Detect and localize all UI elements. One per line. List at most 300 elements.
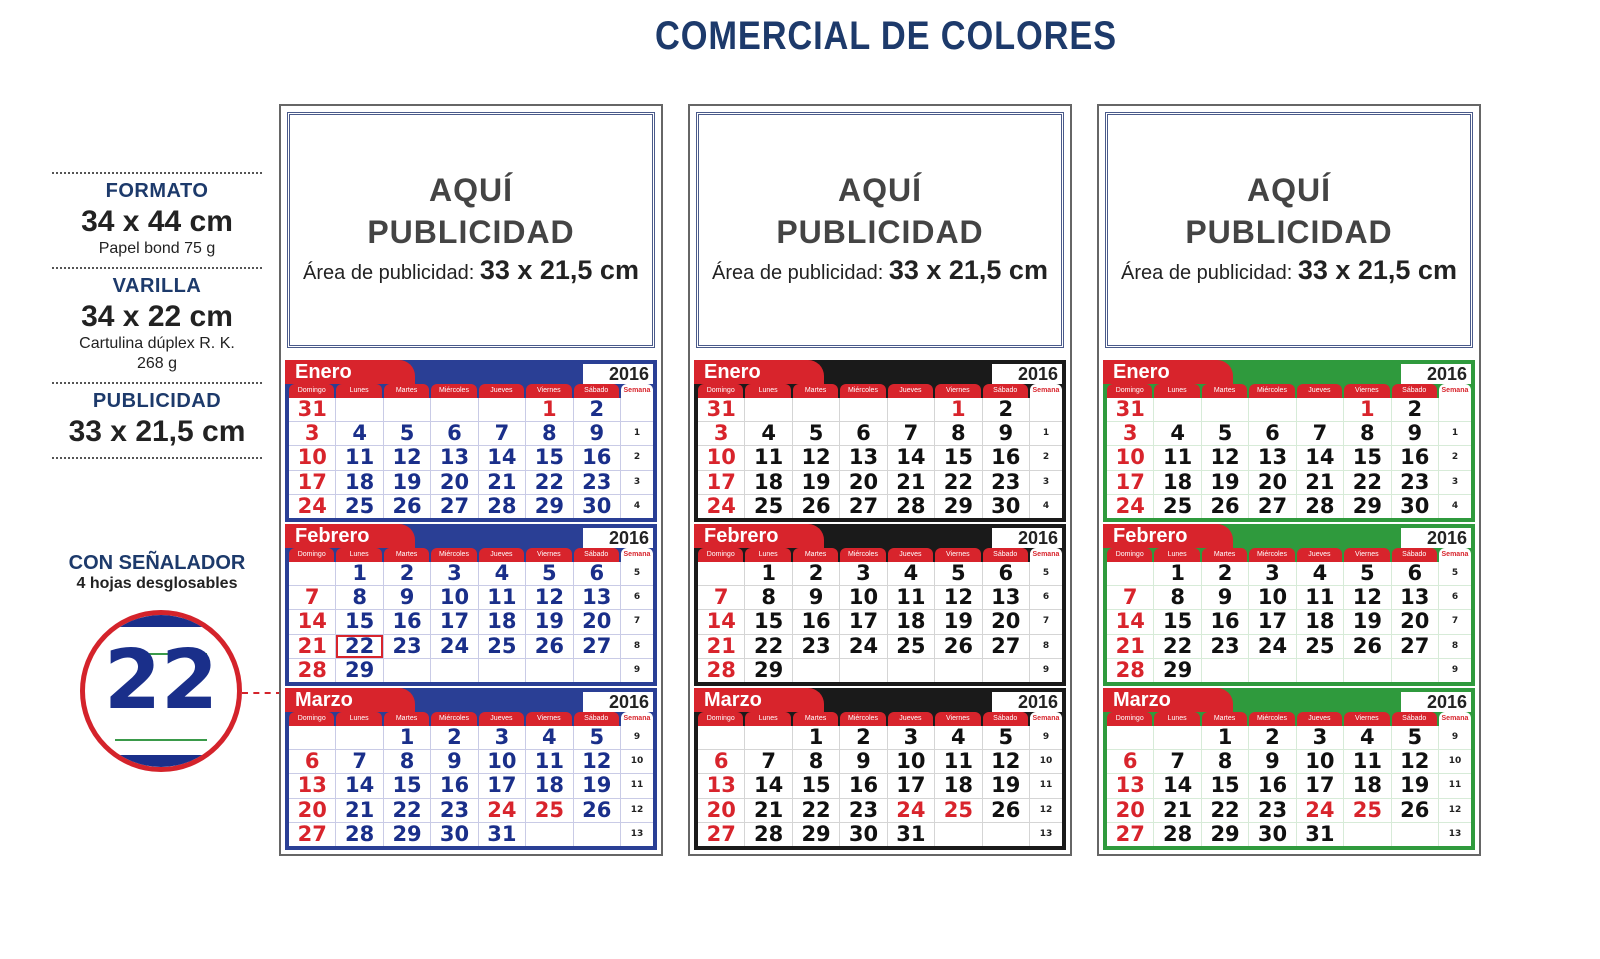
- weekday-label: Sábado: [574, 548, 619, 562]
- day-cell: 10: [1297, 750, 1343, 773]
- weekday-label: Viernes: [526, 384, 571, 398]
- day-cell: 16: [983, 446, 1029, 469]
- day-cell: 15: [1344, 446, 1390, 469]
- day-cell: 30: [983, 495, 1029, 518]
- day-cell: 13: [574, 586, 620, 609]
- day-cell: 22: [384, 799, 430, 822]
- day-cell: 3: [1107, 422, 1153, 445]
- day-cell: 26: [793, 495, 839, 518]
- month-name: Marzo: [285, 688, 415, 712]
- day-cell: 23: [384, 635, 430, 658]
- day-cell: 17: [1107, 471, 1153, 494]
- day-cell: 18: [888, 610, 934, 633]
- week-number: 7: [1030, 610, 1062, 633]
- day-cell: 17: [431, 610, 477, 633]
- day-cell: 24: [698, 495, 744, 518]
- day-cell: 3: [888, 726, 934, 749]
- day-cell: [574, 823, 620, 846]
- day-cell: 12: [1392, 750, 1438, 773]
- day-cell: 28: [1297, 495, 1343, 518]
- day-cell: 12: [1202, 446, 1248, 469]
- day-cell: 10: [698, 446, 744, 469]
- day-cell: 7: [289, 586, 335, 609]
- day-cell: 2: [574, 398, 620, 421]
- day-cell: 8: [935, 422, 981, 445]
- day-cell: 30: [1392, 495, 1438, 518]
- day-cell: 14: [698, 610, 744, 633]
- weekday-label: Domingo: [289, 712, 334, 726]
- day-cell: 28: [1107, 659, 1153, 682]
- week-number: 5: [1439, 562, 1471, 585]
- week-number: 12: [621, 799, 653, 822]
- day-cell: 3: [431, 562, 477, 585]
- calendar-black: [688, 104, 1072, 856]
- weekday-label: Sábado: [1392, 548, 1437, 562]
- day-cell: 16: [431, 774, 477, 797]
- month-header: [285, 524, 657, 548]
- day-cell: 21: [888, 471, 934, 494]
- day-cell: 10: [431, 586, 477, 609]
- weekday-label: Miércoles: [840, 384, 885, 398]
- weekday-label: Jueves: [479, 712, 524, 726]
- day-cell: 5: [793, 422, 839, 445]
- week-number: 1: [1030, 422, 1062, 445]
- day-cell: [289, 726, 335, 749]
- weekday-label: Jueves: [888, 712, 933, 726]
- day-cell: 16: [1202, 610, 1248, 633]
- day-cell: 30: [840, 823, 886, 846]
- weekday-label: Domingo: [698, 384, 743, 398]
- weekday-label: Viernes: [1344, 548, 1389, 562]
- day-cell: [1249, 659, 1295, 682]
- day-cell: 20: [1107, 799, 1153, 822]
- day-cell: 26: [574, 799, 620, 822]
- day-cell: [983, 659, 1029, 682]
- day-cell: [384, 659, 430, 682]
- weekday-label: Viernes: [935, 384, 980, 398]
- ad-area-size: [290, 255, 652, 286]
- day-cell: 6: [698, 750, 744, 773]
- day-cell: 21: [1297, 471, 1343, 494]
- weekday-label: Miércoles: [1249, 384, 1294, 398]
- spec-label: FORMATO: [105, 180, 209, 202]
- weekday-label: Jueves: [1297, 384, 1342, 398]
- day-cell: 19: [983, 774, 1029, 797]
- day-cell: 3: [289, 422, 335, 445]
- month-febrero: [285, 524, 657, 686]
- day-cell: 10: [479, 750, 525, 773]
- month-year: 2016: [583, 692, 653, 712]
- day-cell: [479, 659, 525, 682]
- month-name: Febrero: [694, 524, 824, 548]
- weekday-label: Lunes: [1154, 548, 1199, 562]
- week-number: 9: [1030, 659, 1062, 682]
- ad-area-label: Área de publicidad:: [1121, 262, 1298, 284]
- month-header: [694, 688, 1066, 712]
- month-header: [285, 360, 657, 384]
- month-enero: [285, 360, 657, 522]
- day-cell: [1297, 398, 1343, 421]
- day-cell: [526, 823, 572, 846]
- ad-text: AQUÍ: [1247, 172, 1331, 208]
- day-cell: 10: [888, 750, 934, 773]
- week-number: 11: [621, 774, 653, 797]
- day-cell: 13: [1107, 774, 1153, 797]
- month-name: Enero: [694, 360, 824, 384]
- day-cell: 15: [793, 774, 839, 797]
- week-number: 12: [1439, 799, 1471, 822]
- day-cell: 14: [1297, 446, 1343, 469]
- day-cell: 17: [479, 774, 525, 797]
- day-cell: 11: [888, 586, 934, 609]
- weekday-label: Lunes: [1154, 712, 1199, 726]
- day-cell: 6: [1249, 422, 1295, 445]
- weekday-label: Martes: [793, 384, 838, 398]
- week-number: 3: [1030, 471, 1062, 494]
- day-cell: 11: [1154, 446, 1200, 469]
- day-cell: 8: [793, 750, 839, 773]
- week-number: 2: [1030, 446, 1062, 469]
- week-number: 12: [1030, 799, 1062, 822]
- day-cell: 22: [793, 799, 839, 822]
- day-cell: [1297, 659, 1343, 682]
- month-header: [1103, 360, 1475, 384]
- day-cell: [745, 398, 791, 421]
- month-year: 2016: [583, 364, 653, 384]
- day-cell: 11: [526, 750, 572, 773]
- month-year: 2016: [992, 364, 1062, 384]
- day-cell: 2: [983, 398, 1029, 421]
- day-cell: 30: [431, 823, 477, 846]
- weekday-label: Jueves: [479, 548, 524, 562]
- day-cell: 31: [1107, 398, 1153, 421]
- week-number: 1: [1439, 422, 1471, 445]
- day-cell: 4: [1297, 562, 1343, 585]
- day-cell: [888, 659, 934, 682]
- day-cell: 13: [431, 446, 477, 469]
- spec-formato: [52, 174, 262, 267]
- weekday-label: Viernes: [1344, 384, 1389, 398]
- day-cell: [935, 823, 981, 846]
- day-cell: 23: [431, 799, 477, 822]
- day-grid: [698, 726, 1062, 846]
- day-cell: 22: [745, 635, 791, 658]
- marker-subtitle: 4 hojas desglosables: [76, 575, 238, 592]
- week-number: 11: [1030, 774, 1062, 797]
- weekday-label: Sábado: [1392, 384, 1437, 398]
- day-grid: [289, 726, 653, 846]
- day-cell: [336, 398, 382, 421]
- day-cell: 2: [431, 726, 477, 749]
- day-cell: 17: [289, 471, 335, 494]
- weekday-label: Viernes: [526, 712, 571, 726]
- day-cell: 1: [1154, 562, 1200, 585]
- day-cell: 22: [935, 471, 981, 494]
- day-cell: 11: [1297, 586, 1343, 609]
- week-number: 7: [1439, 610, 1471, 633]
- day-cell: 15: [336, 610, 382, 633]
- weekday-label: Sábado: [1392, 712, 1437, 726]
- day-cell: 12: [983, 750, 1029, 773]
- day-cell: 6: [574, 562, 620, 585]
- weekday-label: Sábado: [574, 384, 619, 398]
- week-number: 13: [1439, 823, 1471, 846]
- day-cell: 28: [745, 823, 791, 846]
- day-cell: 13: [698, 774, 744, 797]
- day-cell: 7: [336, 750, 382, 773]
- day-cell: 13: [983, 586, 1029, 609]
- month-name: Febrero: [1103, 524, 1233, 548]
- day-cell: [1392, 659, 1438, 682]
- zoom-number: 22: [103, 633, 219, 728]
- day-grid: [1107, 398, 1471, 518]
- day-cell: 22: [526, 471, 572, 494]
- day-cell: 17: [1297, 774, 1343, 797]
- zoom-bar: [85, 610, 237, 627]
- ad-text: AQUÍ: [429, 172, 513, 208]
- day-cell: 5: [574, 726, 620, 749]
- weekday-label: Semana: [621, 712, 653, 726]
- weekday-headers: [1103, 548, 1475, 562]
- day-cell: 10: [1107, 446, 1153, 469]
- week-number: 8: [621, 635, 653, 658]
- day-cell: 23: [983, 471, 1029, 494]
- month-year: 2016: [1401, 692, 1471, 712]
- day-cell: 1: [745, 562, 791, 585]
- day-cell: 24: [289, 495, 335, 518]
- month-header: [285, 688, 657, 712]
- weekday-headers: [285, 712, 657, 726]
- day-cell: [745, 726, 791, 749]
- day-cell: 1: [935, 398, 981, 421]
- month-header: [1103, 688, 1475, 712]
- month-marzo: [1103, 688, 1475, 850]
- day-cell: [935, 659, 981, 682]
- day-cell: 11: [1344, 750, 1390, 773]
- spec-value: 34 x 22 cm: [81, 300, 233, 333]
- day-cell: 4: [1344, 726, 1390, 749]
- day-cell: 4: [935, 726, 981, 749]
- day-grid: [1107, 726, 1471, 846]
- spec-column: [52, 172, 262, 459]
- day-cell: 20: [840, 471, 886, 494]
- day-cell: 3: [1297, 726, 1343, 749]
- weekday-label: Semana: [621, 384, 653, 398]
- weekday-label: Jueves: [479, 384, 524, 398]
- day-cell: 12: [384, 446, 430, 469]
- marker-info: [52, 552, 262, 593]
- day-cell: 3: [1249, 562, 1295, 585]
- week-number: 4: [621, 495, 653, 518]
- day-cell: 21: [1154, 799, 1200, 822]
- day-cell: 18: [526, 774, 572, 797]
- advertising-area: [287, 112, 655, 348]
- day-cell: 4: [479, 562, 525, 585]
- day-cell: 30: [574, 495, 620, 518]
- weekday-label: Miércoles: [1249, 548, 1294, 562]
- day-cell: 23: [1392, 471, 1438, 494]
- day-cell: 23: [793, 635, 839, 658]
- day-cell: 2: [384, 562, 430, 585]
- weekday-label: Semana: [1030, 548, 1062, 562]
- month-febrero: [694, 524, 1066, 686]
- day-cell: 5: [935, 562, 981, 585]
- ad-area-label: Área de publicidad:: [303, 262, 480, 284]
- weekday-label: Domingo: [1107, 384, 1152, 398]
- day-cell: 24: [1297, 799, 1343, 822]
- day-cell: [479, 398, 525, 421]
- day-cell: 9: [1249, 750, 1295, 773]
- week-number: 2: [621, 446, 653, 469]
- month-febrero: [1103, 524, 1475, 686]
- day-cell: 25: [479, 635, 525, 658]
- day-cell: 26: [1392, 799, 1438, 822]
- weekday-headers: [694, 712, 1066, 726]
- day-cell: 10: [289, 446, 335, 469]
- day-cell: 3: [840, 562, 886, 585]
- day-cell: 27: [289, 823, 335, 846]
- day-cell: 6: [983, 562, 1029, 585]
- weekday-label: Jueves: [888, 548, 933, 562]
- day-cell: 25: [526, 799, 572, 822]
- day-cell: 28: [698, 659, 744, 682]
- day-cell: 9: [793, 586, 839, 609]
- weekday-label: Miércoles: [840, 712, 885, 726]
- day-cell: [698, 726, 744, 749]
- day-cell: 31: [479, 823, 525, 846]
- week-number: 9: [621, 726, 653, 749]
- day-cell: 22: [336, 635, 382, 658]
- day-cell: 27: [1392, 635, 1438, 658]
- day-cell: 20: [431, 471, 477, 494]
- day-cell: [1154, 398, 1200, 421]
- week-number: 9: [1439, 659, 1471, 682]
- spec-label: VARILLA: [112, 275, 202, 297]
- week-number: 6: [1439, 586, 1471, 609]
- day-cell: 26: [526, 635, 572, 658]
- day-cell: 12: [574, 750, 620, 773]
- day-cell: 14: [289, 610, 335, 633]
- day-cell: [574, 659, 620, 682]
- day-cell: 19: [526, 610, 572, 633]
- zoom-line: [115, 739, 207, 741]
- day-cell: [336, 726, 382, 749]
- month-name: Marzo: [694, 688, 824, 712]
- week-number: 6: [621, 586, 653, 609]
- day-grid: [1107, 562, 1471, 682]
- day-cell: [526, 659, 572, 682]
- day-cell: 20: [983, 610, 1029, 633]
- day-cell: 5: [983, 726, 1029, 749]
- day-cell: 5: [1202, 422, 1248, 445]
- month-marzo: [694, 688, 1066, 850]
- calendar-green: [1097, 104, 1481, 856]
- zoom-bar: [85, 755, 237, 772]
- day-cell: 14: [479, 446, 525, 469]
- weekday-label: Viernes: [935, 548, 980, 562]
- week-number: [1030, 398, 1062, 421]
- day-cell: 9: [384, 586, 430, 609]
- day-cell: [1202, 659, 1248, 682]
- day-cell: 23: [840, 799, 886, 822]
- day-cell: 22: [1202, 799, 1248, 822]
- day-cell: 24: [888, 799, 934, 822]
- ad-area-size: [1108, 255, 1470, 286]
- day-cell: 4: [1154, 422, 1200, 445]
- day-cell: 31: [888, 823, 934, 846]
- day-cell: 23: [1202, 635, 1248, 658]
- day-cell: 26: [983, 799, 1029, 822]
- weekday-label: Jueves: [888, 384, 933, 398]
- week-number: 9: [621, 659, 653, 682]
- day-cell: 9: [1202, 586, 1248, 609]
- day-cell: 16: [384, 610, 430, 633]
- day-cell: 29: [384, 823, 430, 846]
- day-cell: [1107, 726, 1153, 749]
- spec-note: 268 g: [136, 355, 178, 372]
- day-cell: 10: [1249, 586, 1295, 609]
- week-number: [621, 398, 653, 421]
- day-cell: [384, 398, 430, 421]
- day-cell: 16: [840, 774, 886, 797]
- day-cell: 12: [793, 446, 839, 469]
- day-cell: 17: [698, 471, 744, 494]
- day-cell: 21: [745, 799, 791, 822]
- day-cell: 6: [840, 422, 886, 445]
- month-enero: [694, 360, 1066, 522]
- weekday-label: Domingo: [1107, 548, 1152, 562]
- day-cell: 16: [1249, 774, 1295, 797]
- day-cell: 16: [574, 446, 620, 469]
- day-cell: [983, 823, 1029, 846]
- day-cell: [793, 398, 839, 421]
- day-cell: 8: [1202, 750, 1248, 773]
- ad-text: PUBLICIDAD: [1185, 214, 1393, 250]
- day-cell: 16: [793, 610, 839, 633]
- day-cell: 13: [840, 446, 886, 469]
- day-cell: 17: [888, 774, 934, 797]
- ad-text: AQUÍ: [838, 172, 922, 208]
- day-grid: [698, 562, 1062, 682]
- weekday-label: Semana: [1030, 712, 1062, 726]
- weekday-label: Martes: [384, 384, 429, 398]
- week-number: 7: [621, 610, 653, 633]
- day-cell: 15: [526, 446, 572, 469]
- weekday-headers: [285, 548, 657, 562]
- day-cell: 6: [1107, 750, 1153, 773]
- day-cell: 19: [1202, 471, 1248, 494]
- day-cell: [1344, 823, 1390, 846]
- spec-label: PUBLICIDAD: [92, 390, 222, 412]
- day-cell: 8: [526, 422, 572, 445]
- day-cell: [289, 562, 335, 585]
- day-cell: 21: [698, 635, 744, 658]
- weekday-label: Sábado: [574, 712, 619, 726]
- week-number: 13: [1030, 823, 1062, 846]
- weekday-headers: [694, 548, 1066, 562]
- day-cell: [793, 659, 839, 682]
- day-cell: 25: [1154, 495, 1200, 518]
- day-cell: 7: [1107, 586, 1153, 609]
- day-cell: 19: [935, 610, 981, 633]
- day-cell: 26: [1344, 635, 1390, 658]
- weekday-label: Miércoles: [840, 548, 885, 562]
- weekday-label: Domingo: [289, 548, 334, 562]
- day-cell: 15: [745, 610, 791, 633]
- day-cell: 15: [384, 774, 430, 797]
- day-cell: 21: [479, 471, 525, 494]
- week-number: 3: [1439, 471, 1471, 494]
